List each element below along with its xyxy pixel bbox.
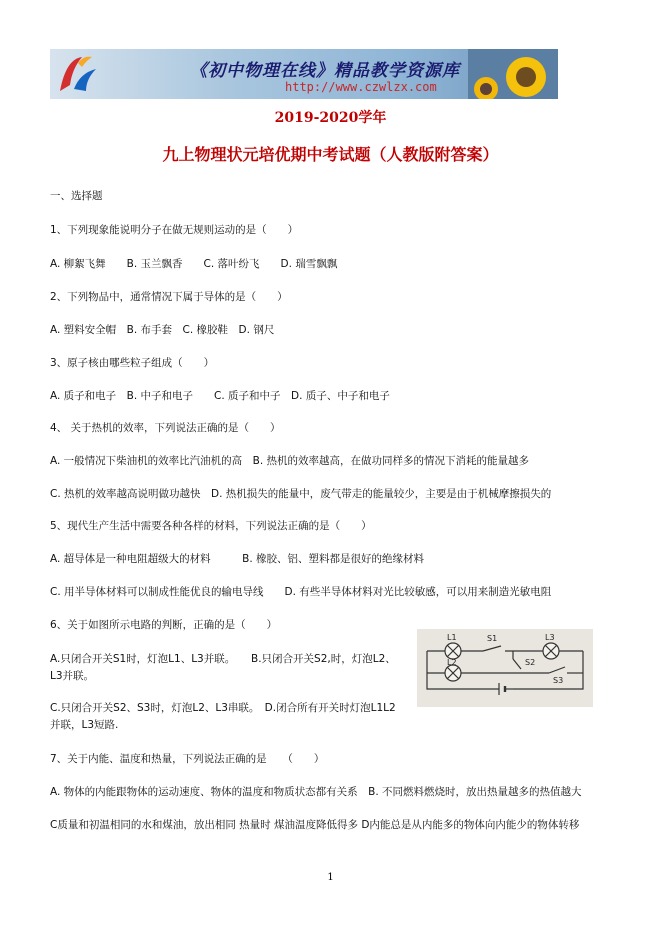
question-2: 2、下列物品中，通常情况下属于导体的是（ ） — [50, 291, 288, 303]
label-s3: S3 — [553, 676, 564, 685]
label-l3: L3 — [545, 633, 555, 642]
options-6-b-cont: L3并联。 — [50, 670, 95, 682]
logo-icon — [56, 53, 100, 95]
options-4-cd: C. 热机的效率越高说明做功越快 D. 热机损失的能量中，废气带走的能量较少，主要是由于机械摩擦损失的 — [50, 488, 552, 500]
banner-title: 《初中物理在线》精品教学资源库 — [190, 61, 460, 81]
question-4: 4、 关于热机的效率，下列说法正确的是（ ） — [50, 422, 281, 434]
question-6: 6、关于如图所示电路的判断，正确的是（ ） — [50, 619, 278, 631]
sunflower-icon — [468, 49, 558, 99]
banner-url[interactable]: http://www.czwlzx.com — [285, 80, 437, 94]
label-s2: S2 — [525, 658, 536, 667]
options-4-ab: A. 一般情况下柴油机的效率比汽油机的高 B. 热机的效率越高，在做功同样多的情况下消耗的能量越多 — [50, 455, 530, 467]
options-1: A. 柳絮飞舞 B. 玉兰飘香 C. 落叶纷飞 D. 瑞雪飘飘 — [50, 258, 338, 270]
question-3: 3、原子核由哪些粒子组成（ ） — [50, 357, 215, 369]
page-number: 1 — [327, 872, 334, 883]
options-3: A. 质子和电子 B. 中子和电子 C. 质子和中子 D. 质子、中子和电子 — [50, 390, 390, 402]
options-2: A. 塑料安全帽 B. 布手套 C. 橡胶鞋 D. 钢尺 — [50, 324, 275, 336]
options-5-ab: A. 超导体是一种电阻超级大的材料 B. 橡胶、铝、塑料都是很好的绝缘材料 — [50, 553, 425, 565]
options-6-cd: C.只闭合开关S2、S3时，灯泡L2、L3串联。 D.闭合所有开关时灯泡L1L2 — [50, 702, 396, 714]
label-s1: S1 — [487, 634, 498, 643]
section-heading: 一、选择题 — [50, 190, 103, 202]
label-l1: L1 — [447, 633, 457, 642]
circuit-diagram — [417, 629, 593, 707]
question-5: 5、现代生产生活中需要各种各样的材料，下列说法正确的是（ ） — [50, 520, 372, 532]
options-6-d-cont: 并联，L3短路. — [50, 719, 119, 731]
options-6-ab: A.只闭合开关S1时，灯泡L1、L3并联。 B.只闭合开关S2,时，灯泡L2、 — [50, 653, 396, 665]
question-7: 7、关于内能、温度和热量，下列说法正确的是 （ ） — [50, 753, 325, 765]
question-1: 1、下列现象能说明分子在做无规则运动的是（ ） — [50, 224, 299, 236]
label-l2: L2 — [447, 658, 457, 667]
school-year: 2019-2020学年 — [274, 110, 387, 126]
options-7-ab: A. 物体的内能跟物体的运动速度、物体的温度和物质状态都有关系 B. 不同燃料燃烧时，放出热量越多的热值越大 — [50, 786, 582, 798]
document-title: 九上物理状元培优期中考试题（人教版附答案） — [162, 145, 499, 164]
options-5-cd: C. 用半导体材料可以制成性能优良的输电导线 D. 有些半导体材料对光比较敏感，可以用来制造光敏电阻 — [50, 586, 552, 598]
options-7-cd: C质量和初温相同的水和煤油，放出相同 热量时 煤油温度降低得多 D内能总是从内能多的物体向内能少的物体转移 — [50, 819, 580, 831]
header-banner — [50, 49, 558, 99]
